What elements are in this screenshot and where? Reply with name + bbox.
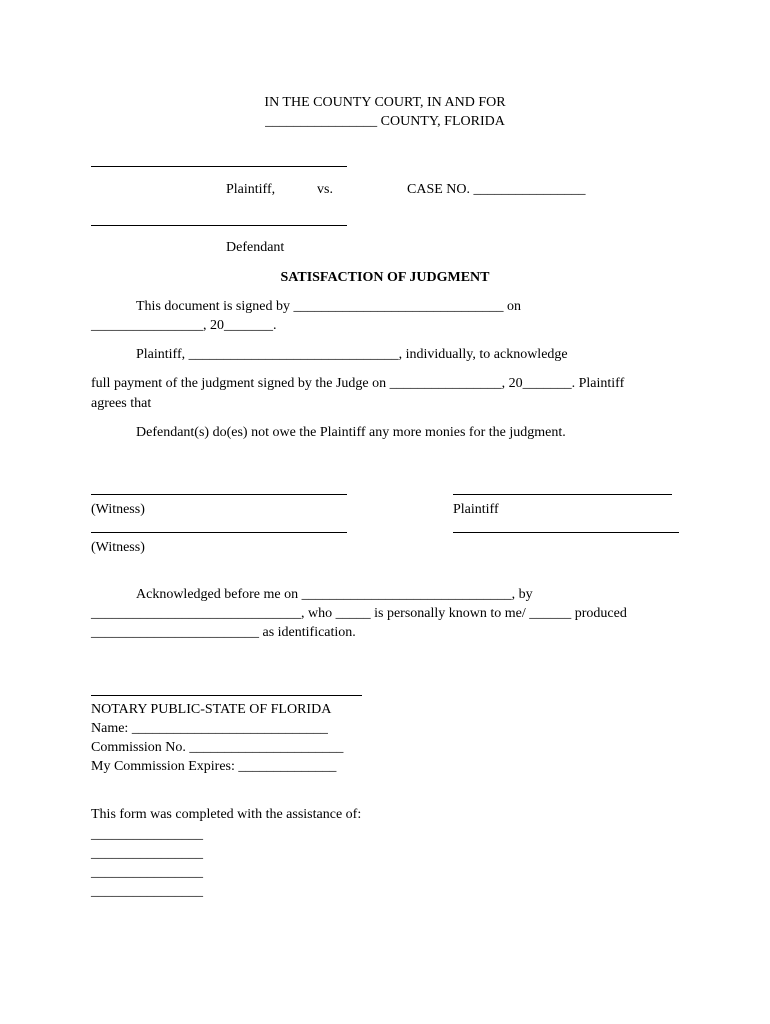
assistance-line: ________________ [91,865,203,880]
plaintiff-name-line [91,166,347,167]
paragraph-signed-line1: This document is signed by ______________________________ on [136,299,521,314]
acknowledgment-line2: ______________________________, who _____ is personally known to me/ ______ produced [91,606,627,621]
paragraph-plaintiff-line1: Plaintiff, ______________________________, individually, to acknowledge [136,347,568,362]
defendant-label: Defendant [226,240,285,255]
notary-commission-number: Commission No. ______________________ [91,740,344,755]
assistance-label: This form was completed with the assistance of: [91,807,362,822]
plaintiff-extra-line [453,532,679,533]
court-heading-line1: IN THE COUNTY COURT, IN AND FOR [264,95,506,110]
witness1-signature-line [91,494,347,495]
notary-signature-line [91,695,362,696]
paragraph-signed-line2: ________________, 20_______. [91,318,277,333]
paragraph-defendant-line1: Defendant(s) do(es) not owe the Plaintiff any more monies for the judgment. [136,425,566,440]
assistance-line: ________________ [91,884,203,899]
acknowledgment-line3: ________________________ as identification. [91,625,356,640]
witness1-label: (Witness) [91,502,145,517]
court-heading-line2: ________________ COUNTY, FLORIDA [265,114,505,129]
plaintiff-label: Plaintiff, [226,182,276,197]
witness2-label: (Witness) [91,540,145,555]
notary-commission-expires: My Commission Expires: ______________ [91,759,337,774]
assistance-line: ________________ [91,846,203,861]
plaintiff-signature-line [453,494,672,495]
assistance-line: ________________ [91,827,203,842]
witness2-signature-line [91,532,347,533]
document-title: SATISFACTION OF JUDGMENT [280,270,490,285]
versus-label: vs. [317,182,333,197]
plaintiff-signature-label: Plaintiff [453,502,499,517]
acknowledgment-line1: Acknowledged before me on ______________________________, by [136,587,533,602]
paragraph-payment-line1: full payment of the judgment signed by the Judge on ________________, 20_______. Plaintiff [91,376,625,391]
defendant-name-line [91,225,347,226]
notary-name: Name: ____________________________ [91,721,328,736]
paragraph-payment-line2: agrees that [91,396,152,411]
case-number: CASE NO. ________________ [407,182,586,197]
notary-title: NOTARY PUBLIC-STATE OF FLORIDA [91,702,332,717]
